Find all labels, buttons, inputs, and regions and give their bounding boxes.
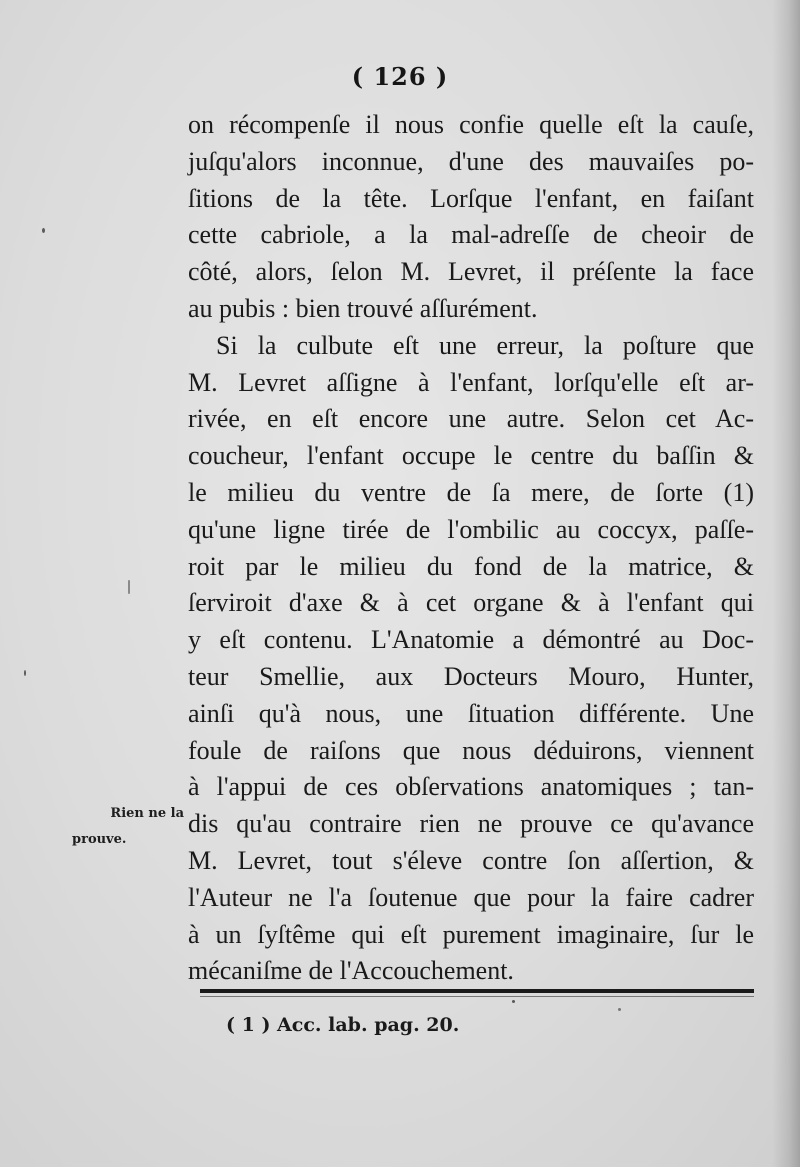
text-line: le milieu du ventre de ſa mere, de ſorte (1) bbox=[188, 477, 754, 507]
text-line: ſerviroit d'axe & à cet organe & à l'enfant qui bbox=[188, 588, 754, 618]
page-gutter-shadow bbox=[772, 0, 800, 1167]
footnote-divider-thin bbox=[200, 996, 754, 997]
paper-speck bbox=[128, 580, 130, 594]
paper-speck bbox=[618, 1008, 621, 1011]
text-line: mécaniſme de l'Accouchement. bbox=[188, 956, 514, 986]
body-text bbox=[188, 107, 754, 990]
text-line: teur Smellie, aux Docteurs Mouro, Hunter, bbox=[188, 661, 754, 691]
text-line: dis qu'au contraire rien ne prouve ce qu'avance bbox=[188, 809, 754, 839]
text-line: ainſi qu'à nous, une ſituation différente. Une bbox=[188, 698, 754, 728]
footnote-divider bbox=[200, 989, 754, 993]
text-line: au pubis : bien trouvé aſſurément. bbox=[188, 293, 538, 323]
footnote: ( 1 ) Acc. lab. pag. 20. bbox=[226, 1014, 460, 1036]
text-line: côté, alors, ſelon M. Levret, il préſente la face bbox=[188, 257, 754, 287]
margin-note bbox=[72, 801, 184, 853]
text-line: à l'appui de ces obſervations anatomiques ; tan- bbox=[188, 772, 754, 802]
page-number: ( 126 ) bbox=[351, 62, 449, 91]
text-line: l'Auteur ne l'a ſoutenue que pour la faire cadrer bbox=[188, 882, 754, 912]
paper-speck bbox=[512, 1000, 515, 1003]
text-line: foule de raiſons que nous déduirons, viennent bbox=[188, 735, 754, 765]
text-line: qu'une ligne tirée de l'ombilic au coccyx, paſſe- bbox=[188, 514, 754, 544]
paper-speck bbox=[42, 228, 45, 233]
text-line: rivée, en eſt encore une autre. Selon cet Ac- bbox=[188, 404, 754, 434]
margin-note-line: prouve. bbox=[72, 832, 127, 847]
text-line: à un ſyſtême qui eſt purement imaginaire, ſur le bbox=[188, 919, 754, 949]
text-line: y eſt contenu. L'Anatomie a démontré au Doc- bbox=[188, 625, 754, 655]
text-line: Si la culbute eſt une erreur, la poſture que bbox=[216, 330, 754, 360]
text-line: cette cabriole, a la mal-adreſſe de cheoir de bbox=[188, 220, 754, 250]
text-line: on récompenſe il nous confie quelle eſt la cauſe, bbox=[188, 110, 754, 139]
text-line: juſqu'alors inconnue, d'une des mauvaiſes po- bbox=[188, 146, 754, 176]
paper-speck bbox=[24, 670, 26, 676]
text-line: M. Levret, tout s'éleve contre ſon aſſertion, & bbox=[188, 845, 754, 875]
text-line: coucheur, l'enfant occupe le centre du baſſin & bbox=[188, 441, 754, 471]
text-line: M. Levret aſſigne à l'enfant, lorſqu'elle eſt ar- bbox=[188, 367, 754, 397]
margin-note-line: Rien ne la bbox=[110, 806, 184, 821]
text-line: roit par le milieu du fond de la matrice, & bbox=[188, 551, 754, 581]
text-line: ſitions de la tête. Lorſque l'enfant, en faiſant bbox=[188, 183, 754, 213]
